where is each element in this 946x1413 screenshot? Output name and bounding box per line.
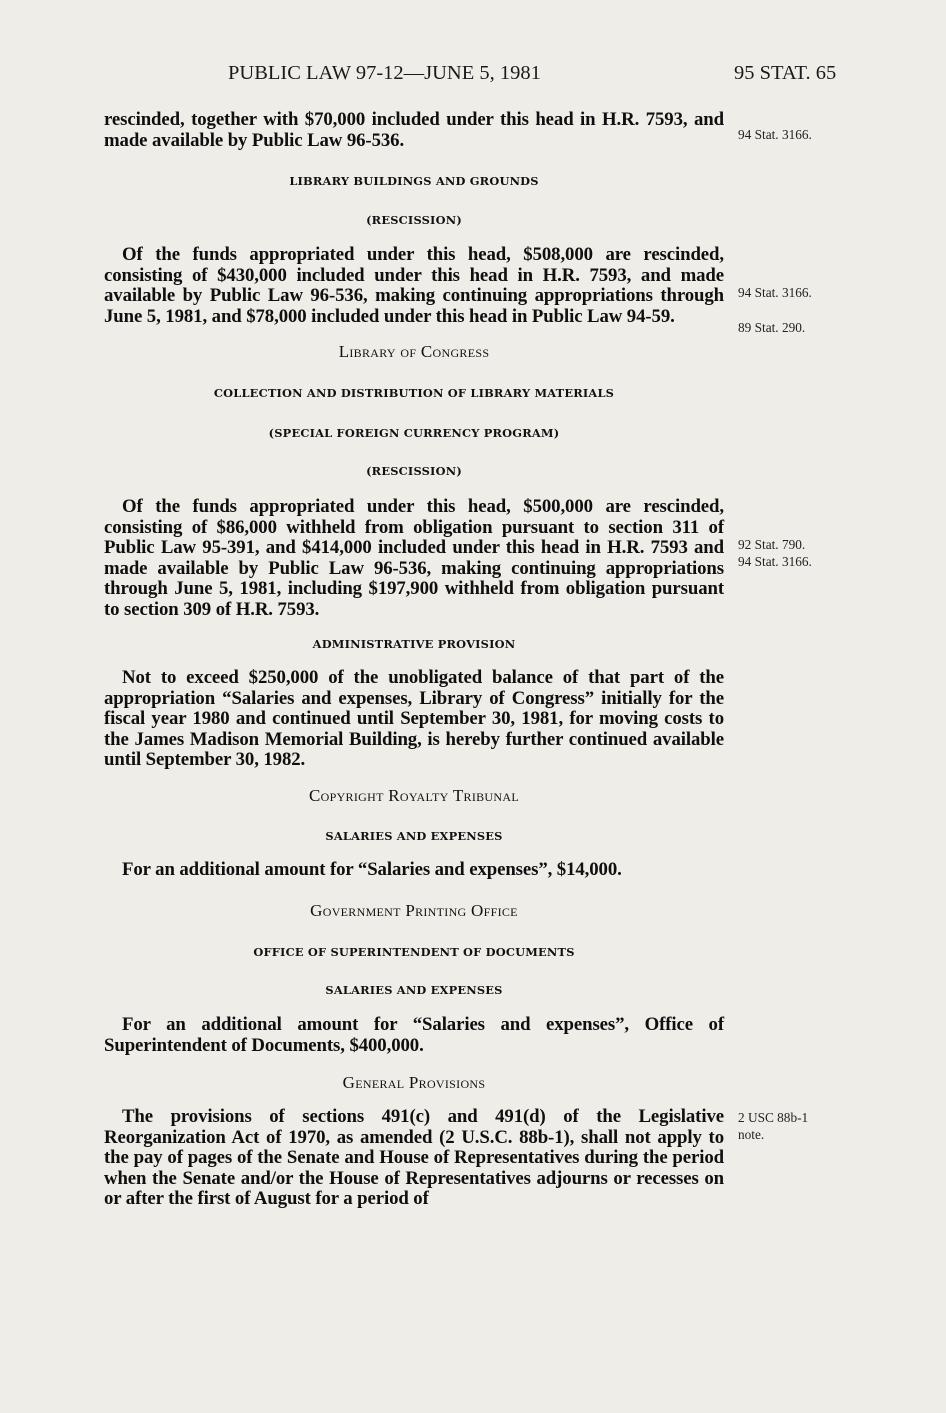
heading-copyright-royalty-tribunal: Copyright Royalty Tribunal bbox=[309, 786, 519, 805]
paragraph-general-provisions bbox=[104, 1107, 724, 1210]
heading-administrative-provision: ADMINISTRATIVE PROVISION bbox=[312, 637, 516, 651]
paragraph-text: For an additional amount for “Salaries and expenses”, Office of Superintendent of Documents, $400,000. bbox=[104, 1014, 724, 1056]
paragraph-text: The provisions of sections 491(c) and 491(d) of the Legislative Reorganization Act of 1970, as amended (2 U.S.C. 88b-1), shall not apply to the pay of pages of the Senate and House of Representatives during the period when the Senate and/or the House of Representatives adjourns or recesses on or after the first of August for a period of bbox=[104, 1106, 724, 1210]
heading-government-printing-office: Government Printing Office bbox=[310, 901, 518, 920]
margin-note-citation: 92 Stat. 790. bbox=[738, 537, 806, 552]
margin-note-citation: 94 Stat. 3166. bbox=[738, 127, 812, 142]
heading-special-foreign-currency: (SPECIAL FOREIGN CURRENCY PROGRAM) bbox=[268, 426, 560, 440]
heading-library-of-congress: Library of Congress bbox=[338, 342, 490, 361]
margin-note-usc-note: note. bbox=[738, 1127, 765, 1142]
paragraph-library-buildings-rescission bbox=[104, 245, 724, 327]
margin-note-citation: 94 Stat. 3166. bbox=[738, 285, 812, 300]
paragraph-text: Not to exceed $250,000 of the unobligated balance of that part of the appropriation “Salaries and expenses, Library of Congress” initially for the fiscal year 1980 and continued until September 30, 1981, for moving costs to the James Madison Memorial Building, is hereby further continued available until September 30, 1982. bbox=[104, 667, 724, 771]
paragraph-text: Of the funds appropriated under this head, $508,000 are rescinded, consisting of $430,000 included under this head in H.R. 7593, and made available by Public Law 96-536, making continuing appropriations through June 5, 1981, and $78,000 included under this head in Public Law 94-59. bbox=[104, 244, 724, 327]
page-header bbox=[0, 62, 946, 90]
paragraph-text: Of the funds appropriated under this head, $500,000 are rescinded, consisting of $86,000 withheld from obligation pursuant to section 311 of Public Law 95-391, and $414,000 included under this head in H.R. 7593 and made available by Public Law 96-536, making continuing appropriations through June 5, 1981, including $197,900 withheld from obligation pursuant to section 309 of H.R. 7593. bbox=[104, 496, 724, 620]
paragraph-text: rescinded, together with $70,000 included under this head in H.R. 7593, and made available by Public Law 96-536. bbox=[104, 109, 724, 151]
margin-note-citation: 94 Stat. 3166. bbox=[738, 554, 812, 569]
heading-salaries-expenses: SALARIES AND EXPENSES bbox=[325, 983, 503, 997]
header-stat-page: 95 STAT. 65 bbox=[734, 62, 837, 84]
heading-superintendent-documents: OFFICE OF SUPERINTENDENT OF DOCUMENTS bbox=[253, 945, 575, 959]
heading-rescission: (RESCISSION) bbox=[366, 464, 462, 478]
paragraph-superintendent-salaries bbox=[104, 1015, 724, 1056]
header-title: PUBLIC LAW 97-12—JUNE 5, 1981 bbox=[228, 62, 541, 84]
paragraph-foreign-currency-rescission bbox=[104, 497, 724, 621]
paragraph-text: For an additional amount for “Salaries and expenses”, $14,000. bbox=[122, 859, 622, 880]
heading-library-buildings: LIBRARY BUILDINGS AND GROUNDS bbox=[289, 174, 539, 188]
margin-note-citation: 89 Stat. 290. bbox=[738, 320, 806, 335]
heading-rescission: (RESCISSION) bbox=[366, 213, 462, 227]
margin-note-usc: 2 USC 88b-1 bbox=[738, 1110, 809, 1125]
paragraph-copyright-salaries bbox=[104, 860, 724, 881]
heading-general-provisions: General Provisions bbox=[342, 1073, 486, 1092]
paragraph-rescinded-continuation bbox=[104, 110, 724, 151]
paragraph-administrative-provision bbox=[104, 668, 724, 771]
heading-collection-distribution: COLLECTION AND DISTRIBUTION OF LIBRARY MATERIALS bbox=[213, 386, 615, 400]
heading-salaries-expenses: SALARIES AND EXPENSES bbox=[325, 829, 503, 843]
